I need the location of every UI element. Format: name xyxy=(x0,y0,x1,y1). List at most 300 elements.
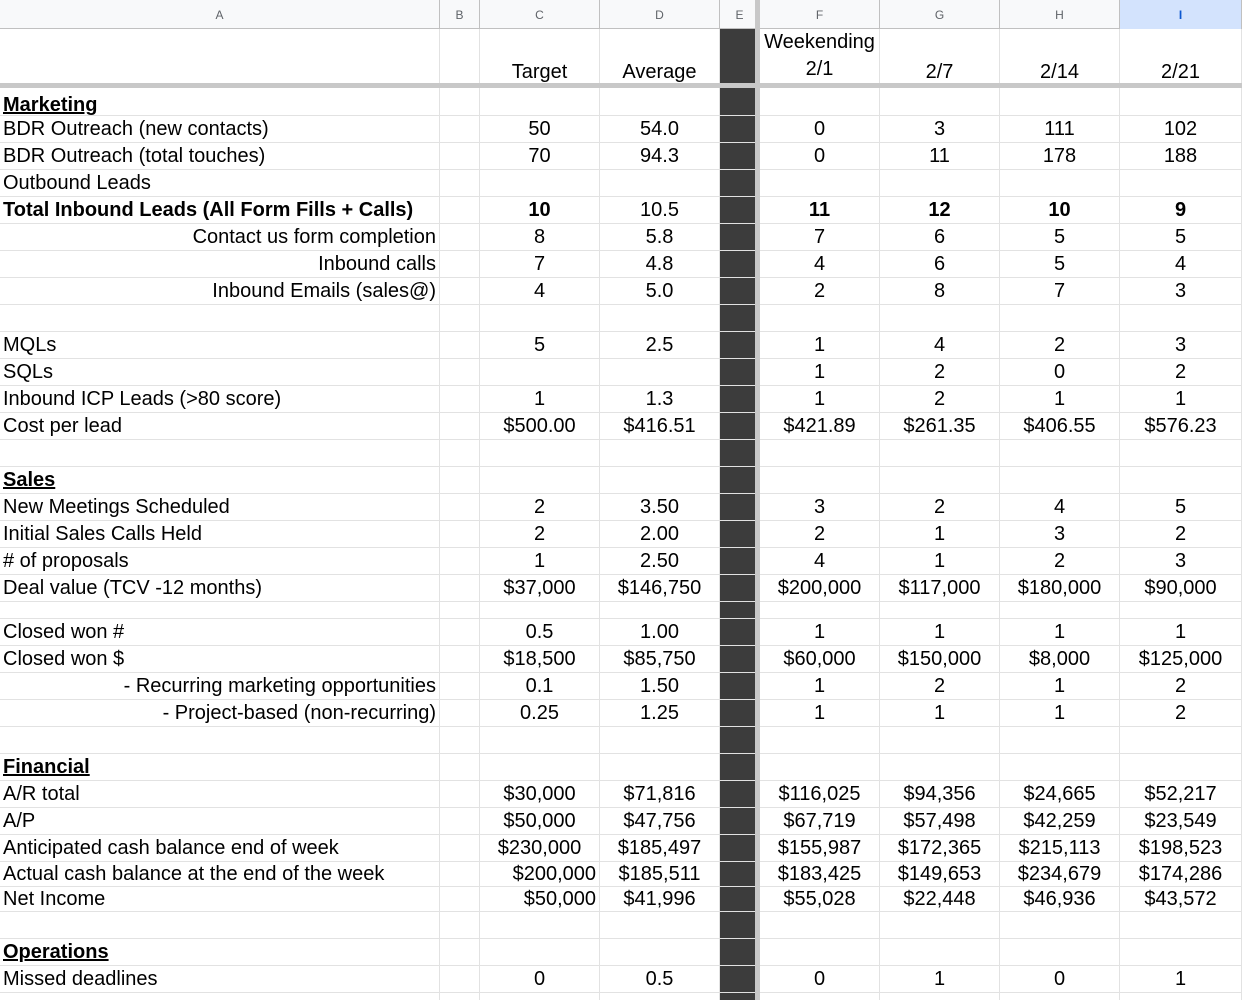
column-header-i[interactable]: I xyxy=(1120,0,1242,29)
row-label[interactable] xyxy=(0,602,440,618)
cell-b[interactable] xyxy=(440,88,480,115)
value-cell[interactable]: 3 xyxy=(1120,332,1242,358)
value-cell[interactable] xyxy=(1000,727,1120,753)
value-cell[interactable] xyxy=(600,602,720,618)
section-heading[interactable]: Marketing xyxy=(0,88,440,115)
value-cell[interactable] xyxy=(880,170,1000,196)
value-cell[interactable]: $421.89 xyxy=(760,413,880,439)
value-cell[interactable]: 8 xyxy=(880,278,1000,304)
value-cell[interactable] xyxy=(480,359,600,385)
value-cell[interactable]: 5 xyxy=(1000,224,1120,250)
value-cell[interactable]: 1 xyxy=(880,700,1000,726)
value-cell[interactable]: 7 xyxy=(480,251,600,277)
value-cell[interactable]: 6 xyxy=(880,224,1000,250)
row-label[interactable]: # of proposals xyxy=(0,548,440,574)
value-cell[interactable] xyxy=(1120,88,1242,115)
section-heading[interactable]: Operations xyxy=(0,939,440,965)
value-cell[interactable] xyxy=(1000,912,1120,938)
value-cell[interactable]: 2.5 xyxy=(600,332,720,358)
value-cell[interactable]: $67,719 xyxy=(760,808,880,834)
value-cell[interactable] xyxy=(1120,170,1242,196)
table-row[interactable] xyxy=(0,224,1242,251)
value-cell[interactable]: 7 xyxy=(1000,278,1120,304)
average-header[interactable]: Average xyxy=(600,29,720,84)
value-cell[interactable]: 1 xyxy=(760,619,880,645)
row-label[interactable]: New Meetings Scheduled xyxy=(0,494,440,520)
table-row[interactable] xyxy=(0,88,1242,116)
cell-b-header[interactable] xyxy=(440,29,480,84)
value-cell[interactable]: 5.8 xyxy=(600,224,720,250)
row-label[interactable]: Initial Sales Calls Held xyxy=(0,521,440,547)
value-cell[interactable] xyxy=(480,440,600,466)
column-header-c[interactable]: C xyxy=(480,0,600,29)
value-cell[interactable]: $416.51 xyxy=(600,413,720,439)
cell-b[interactable] xyxy=(440,887,480,911)
value-cell[interactable] xyxy=(1000,305,1120,331)
row-label[interactable]: Inbound Emails (sales@) xyxy=(0,278,440,304)
table-row[interactable] xyxy=(0,575,1242,602)
cell-b[interactable] xyxy=(440,619,480,645)
row-label[interactable] xyxy=(0,305,440,331)
cell-b[interactable] xyxy=(440,332,480,358)
value-cell[interactable]: 1 xyxy=(880,619,1000,645)
cell-b[interactable] xyxy=(440,170,480,196)
value-cell[interactable]: 2.50 xyxy=(600,548,720,574)
value-cell[interactable]: $155,987 xyxy=(760,835,880,861)
table-row[interactable] xyxy=(0,646,1242,673)
column-header-b[interactable]: B xyxy=(440,0,480,29)
value-cell[interactable] xyxy=(480,754,600,780)
value-cell[interactable]: $117,000 xyxy=(880,575,1000,601)
value-cell[interactable] xyxy=(1000,88,1120,115)
value-cell[interactable]: 12 xyxy=(880,197,1000,223)
value-cell[interactable]: 0 xyxy=(760,116,880,142)
table-row[interactable] xyxy=(0,251,1242,278)
value-cell[interactable]: 10.5 xyxy=(600,197,720,223)
value-cell[interactable] xyxy=(480,602,600,618)
value-cell[interactable] xyxy=(760,939,880,965)
value-cell[interactable] xyxy=(760,170,880,196)
value-cell[interactable] xyxy=(600,467,720,493)
cell-b[interactable] xyxy=(440,673,480,699)
value-cell[interactable] xyxy=(760,305,880,331)
value-cell[interactable]: 3.50 xyxy=(600,494,720,520)
cell-b[interactable] xyxy=(440,413,480,439)
column-header-f[interactable]: F xyxy=(760,0,880,29)
table-row[interactable] xyxy=(0,521,1242,548)
value-cell[interactable]: 1 xyxy=(880,966,1000,992)
table-row[interactable] xyxy=(0,619,1242,646)
value-cell[interactable] xyxy=(600,170,720,196)
row-label[interactable] xyxy=(0,912,440,938)
value-cell[interactable]: 3 xyxy=(760,494,880,520)
value-cell[interactable]: 0.5 xyxy=(480,619,600,645)
value-cell[interactable] xyxy=(1120,912,1242,938)
value-cell[interactable]: 1 xyxy=(1120,619,1242,645)
value-cell[interactable]: $23,549 xyxy=(1120,808,1242,834)
value-cell[interactable]: 2 xyxy=(1000,548,1120,574)
value-cell[interactable] xyxy=(760,88,880,115)
value-cell[interactable]: $57,498 xyxy=(880,808,1000,834)
value-cell[interactable]: $150,000 xyxy=(880,646,1000,672)
cell-b[interactable] xyxy=(440,116,480,142)
value-cell[interactable] xyxy=(1000,467,1120,493)
value-cell[interactable]: 4 xyxy=(480,278,600,304)
week-date-i[interactable]: 2/21 xyxy=(1120,29,1242,84)
value-cell[interactable]: 2 xyxy=(1120,359,1242,385)
table-row[interactable] xyxy=(0,440,1242,467)
value-cell[interactable]: 11 xyxy=(760,197,880,223)
table-row[interactable] xyxy=(0,170,1242,197)
row-label[interactable]: Cost per lead xyxy=(0,413,440,439)
value-cell[interactable]: 5.0 xyxy=(600,278,720,304)
row-label[interactable]: A/R total xyxy=(0,781,440,807)
value-cell[interactable]: 94.3 xyxy=(600,143,720,169)
value-cell[interactable] xyxy=(880,754,1000,780)
value-cell[interactable]: $50,000 xyxy=(480,808,600,834)
value-cell[interactable] xyxy=(1000,440,1120,466)
cell-b[interactable] xyxy=(440,494,480,520)
table-row[interactable] xyxy=(0,494,1242,521)
value-cell[interactable]: 7 xyxy=(760,224,880,250)
value-cell[interactable]: $198,523 xyxy=(1120,835,1242,861)
row-label[interactable]: Closed won # xyxy=(0,619,440,645)
value-cell[interactable]: 0 xyxy=(760,143,880,169)
value-cell[interactable] xyxy=(760,727,880,753)
value-cell[interactable] xyxy=(1120,467,1242,493)
value-cell[interactable]: 1.25 xyxy=(600,700,720,726)
table-row[interactable] xyxy=(0,862,1242,887)
cell-b[interactable] xyxy=(440,575,480,601)
row-label[interactable]: Deal value (TCV -12 months) xyxy=(0,575,440,601)
value-cell[interactable] xyxy=(600,993,720,1000)
value-cell[interactable]: $41,996 xyxy=(600,887,720,911)
value-cell[interactable] xyxy=(600,939,720,965)
table-row[interactable] xyxy=(0,332,1242,359)
cell-b[interactable] xyxy=(440,939,480,965)
frozen-rows-divider[interactable] xyxy=(0,83,1242,88)
value-cell[interactable]: 0 xyxy=(1000,359,1120,385)
row-label[interactable]: Anticipated cash balance end of week xyxy=(0,835,440,861)
value-cell[interactable]: $24,665 xyxy=(1000,781,1120,807)
value-cell[interactable]: 1.50 xyxy=(600,673,720,699)
value-cell[interactable]: $180,000 xyxy=(1000,575,1120,601)
value-cell[interactable]: 9 xyxy=(1120,197,1242,223)
value-cell[interactable] xyxy=(480,305,600,331)
value-cell[interactable]: 1 xyxy=(760,673,880,699)
row-label[interactable]: - Recurring marketing opportunities xyxy=(0,673,440,699)
cell-b[interactable] xyxy=(440,966,480,992)
value-cell[interactable]: $47,756 xyxy=(600,808,720,834)
value-cell[interactable]: 54.0 xyxy=(600,116,720,142)
table-row[interactable] xyxy=(0,966,1242,993)
row-label[interactable]: BDR Outreach (total touches) xyxy=(0,143,440,169)
value-cell[interactable]: 10 xyxy=(1000,197,1120,223)
value-cell[interactable] xyxy=(1120,305,1242,331)
value-cell[interactable]: 1 xyxy=(1000,619,1120,645)
value-cell[interactable]: 11 xyxy=(880,143,1000,169)
table-row[interactable] xyxy=(0,808,1242,835)
value-cell[interactable]: 4 xyxy=(1120,251,1242,277)
cell-b[interactable] xyxy=(440,548,480,574)
value-cell[interactable] xyxy=(480,939,600,965)
value-cell[interactable]: 1 xyxy=(760,332,880,358)
row-label[interactable]: Actual cash balance at the end of the week xyxy=(0,862,440,886)
value-cell[interactable] xyxy=(880,993,1000,1000)
value-cell[interactable]: $22,448 xyxy=(880,887,1000,911)
value-cell[interactable] xyxy=(1000,754,1120,780)
value-cell[interactable]: $185,497 xyxy=(600,835,720,861)
row-label[interactable]: - Project-based (non-recurring) xyxy=(0,700,440,726)
value-cell[interactable] xyxy=(1000,993,1120,1000)
value-cell[interactable]: $125,000 xyxy=(1120,646,1242,672)
cell-b[interactable] xyxy=(440,143,480,169)
value-cell[interactable]: 2 xyxy=(480,521,600,547)
row-label[interactable]: A/P xyxy=(0,808,440,834)
value-cell[interactable] xyxy=(880,440,1000,466)
row-label[interactable]: Missed deadlines xyxy=(0,966,440,992)
week-date-h[interactable]: 2/14 xyxy=(1000,29,1120,84)
value-cell[interactable]: $146,750 xyxy=(600,575,720,601)
table-row[interactable] xyxy=(0,781,1242,808)
value-cell[interactable]: 1 xyxy=(1000,700,1120,726)
value-cell[interactable] xyxy=(880,727,1000,753)
cell-b[interactable] xyxy=(440,224,480,250)
value-cell[interactable] xyxy=(880,939,1000,965)
cell-b[interactable] xyxy=(440,197,480,223)
value-cell[interactable]: 2 xyxy=(760,278,880,304)
value-cell[interactable]: $406.55 xyxy=(1000,413,1120,439)
row-label[interactable]: BDR Outreach (new contacts) xyxy=(0,116,440,142)
value-cell[interactable]: 3 xyxy=(1000,521,1120,547)
cell-b[interactable] xyxy=(440,521,480,547)
cell-b[interactable] xyxy=(440,754,480,780)
column-header-h[interactable]: H xyxy=(1000,0,1120,29)
value-cell[interactable] xyxy=(880,305,1000,331)
value-cell[interactable]: 4 xyxy=(760,251,880,277)
value-cell[interactable]: $94,356 xyxy=(880,781,1000,807)
value-cell[interactable]: 4 xyxy=(880,332,1000,358)
value-cell[interactable]: 4 xyxy=(1000,494,1120,520)
table-row[interactable] xyxy=(0,278,1242,305)
value-cell[interactable] xyxy=(600,440,720,466)
value-cell[interactable]: 2 xyxy=(880,494,1000,520)
table-row[interactable] xyxy=(0,754,1242,781)
value-cell[interactable] xyxy=(600,727,720,753)
value-cell[interactable]: 1.3 xyxy=(600,386,720,412)
cell-b[interactable] xyxy=(440,862,480,886)
row-label[interactable]: Contact us form completion xyxy=(0,224,440,250)
table-row[interactable] xyxy=(0,197,1242,224)
cell-b[interactable] xyxy=(440,646,480,672)
value-cell[interactable]: $200,000 xyxy=(760,575,880,601)
cell-b[interactable] xyxy=(440,781,480,807)
value-cell[interactable]: $71,816 xyxy=(600,781,720,807)
value-cell[interactable]: 1 xyxy=(880,548,1000,574)
value-cell[interactable]: 0 xyxy=(480,966,600,992)
column-header-g[interactable]: G xyxy=(880,0,1000,29)
value-cell[interactable] xyxy=(1120,754,1242,780)
value-cell[interactable]: 1 xyxy=(760,359,880,385)
value-cell[interactable] xyxy=(1120,727,1242,753)
row-label[interactable]: Inbound calls xyxy=(0,251,440,277)
value-cell[interactable]: 0.1 xyxy=(480,673,600,699)
cell-b[interactable] xyxy=(440,305,480,331)
value-cell[interactable]: 2 xyxy=(880,386,1000,412)
value-cell[interactable]: 4.8 xyxy=(600,251,720,277)
value-cell[interactable] xyxy=(760,440,880,466)
value-cell[interactable] xyxy=(1120,939,1242,965)
weekending-header[interactable] xyxy=(760,29,880,84)
value-cell[interactable] xyxy=(760,993,880,1000)
value-cell[interactable]: $42,259 xyxy=(1000,808,1120,834)
value-cell[interactable]: $18,500 xyxy=(480,646,600,672)
value-cell[interactable]: $50,000 xyxy=(480,887,600,911)
value-cell[interactable]: 3 xyxy=(1120,278,1242,304)
table-row[interactable] xyxy=(0,116,1242,143)
table-row[interactable] xyxy=(0,912,1242,939)
value-cell[interactable]: $55,028 xyxy=(760,887,880,911)
value-cell[interactable]: 2 xyxy=(1120,700,1242,726)
value-cell[interactable]: 1.00 xyxy=(600,619,720,645)
row-label[interactable]: Closed won $ xyxy=(0,646,440,672)
table-row[interactable] xyxy=(0,386,1242,413)
cell-b[interactable] xyxy=(440,727,480,753)
value-cell[interactable] xyxy=(480,170,600,196)
value-cell[interactable]: 1 xyxy=(480,548,600,574)
value-cell[interactable]: 5 xyxy=(480,332,600,358)
value-cell[interactable]: 2 xyxy=(1000,332,1120,358)
cell-b[interactable] xyxy=(440,467,480,493)
value-cell[interactable]: 3 xyxy=(1120,548,1242,574)
value-cell[interactable] xyxy=(1000,170,1120,196)
value-cell[interactable]: $116,025 xyxy=(760,781,880,807)
table-row[interactable] xyxy=(0,143,1242,170)
value-cell[interactable] xyxy=(760,602,880,618)
value-cell[interactable] xyxy=(480,88,600,115)
value-cell[interactable]: $90,000 xyxy=(1120,575,1242,601)
value-cell[interactable]: 1 xyxy=(1000,386,1120,412)
value-cell[interactable] xyxy=(1120,440,1242,466)
column-header-e[interactable]: E xyxy=(720,0,760,29)
table-row[interactable] xyxy=(0,700,1242,727)
table-row[interactable] xyxy=(0,548,1242,575)
row-label[interactable]: Outbound Leads xyxy=(0,170,440,196)
value-cell[interactable] xyxy=(1000,602,1120,618)
value-cell[interactable]: $43,572 xyxy=(1120,887,1242,911)
value-cell[interactable] xyxy=(600,88,720,115)
row-label[interactable]: SQLs xyxy=(0,359,440,385)
value-cell[interactable]: 1 xyxy=(480,386,600,412)
table-row[interactable] xyxy=(0,359,1242,386)
value-cell[interactable]: 6 xyxy=(880,251,1000,277)
value-cell[interactable]: 0.25 xyxy=(480,700,600,726)
value-cell[interactable] xyxy=(600,912,720,938)
value-cell[interactable]: $230,000 xyxy=(480,835,600,861)
value-cell[interactable]: $215,113 xyxy=(1000,835,1120,861)
value-cell[interactable]: 0.5 xyxy=(600,966,720,992)
value-cell[interactable]: 2.00 xyxy=(600,521,720,547)
row-label[interactable] xyxy=(0,440,440,466)
table-row[interactable] xyxy=(0,673,1242,700)
cell-b[interactable] xyxy=(440,440,480,466)
row-label[interactable]: Inbound ICP Leads (>80 score) xyxy=(0,386,440,412)
target-header[interactable]: Target xyxy=(480,29,600,84)
value-cell[interactable]: 102 xyxy=(1120,116,1242,142)
cell-b[interactable] xyxy=(440,835,480,861)
value-cell[interactable]: $185,511 xyxy=(600,862,720,886)
value-cell[interactable]: $8,000 xyxy=(1000,646,1120,672)
table-row[interactable] xyxy=(0,835,1242,862)
value-cell[interactable]: 188 xyxy=(1120,143,1242,169)
value-cell[interactable] xyxy=(600,359,720,385)
value-cell[interactable]: $85,750 xyxy=(600,646,720,672)
table-row[interactable] xyxy=(0,467,1242,494)
value-cell[interactable]: $46,936 xyxy=(1000,887,1120,911)
value-cell[interactable]: $576.23 xyxy=(1120,413,1242,439)
value-cell[interactable] xyxy=(480,467,600,493)
value-cell[interactable]: 1 xyxy=(880,521,1000,547)
cell-b[interactable] xyxy=(440,602,480,618)
value-cell[interactable]: $174,286 xyxy=(1120,862,1242,886)
value-cell[interactable]: 50 xyxy=(480,116,600,142)
week-date-g[interactable]: 2/7 xyxy=(880,29,1000,84)
table-row[interactable] xyxy=(0,993,1242,1000)
value-cell[interactable]: 2 xyxy=(1120,673,1242,699)
value-cell[interactable]: 1 xyxy=(760,700,880,726)
table-row[interactable] xyxy=(0,602,1242,619)
value-cell[interactable] xyxy=(880,467,1000,493)
value-cell[interactable]: 2 xyxy=(880,359,1000,385)
value-cell[interactable] xyxy=(880,912,1000,938)
cell-a-header[interactable] xyxy=(0,29,440,84)
value-cell[interactable]: 111 xyxy=(1000,116,1120,142)
value-cell[interactable]: 2 xyxy=(480,494,600,520)
frozen-columns-divider[interactable] xyxy=(755,0,760,1000)
value-cell[interactable]: 2 xyxy=(880,673,1000,699)
column-header-a[interactable]: A xyxy=(0,0,440,29)
value-cell[interactable]: 4 xyxy=(760,548,880,574)
section-heading[interactable]: Sales xyxy=(0,467,440,493)
table-row[interactable] xyxy=(0,413,1242,440)
table-row[interactable] xyxy=(0,305,1242,332)
cell-b[interactable] xyxy=(440,700,480,726)
value-cell[interactable] xyxy=(480,727,600,753)
value-cell[interactable]: 1 xyxy=(760,386,880,412)
value-cell[interactable]: 70 xyxy=(480,143,600,169)
value-cell[interactable]: 178 xyxy=(1000,143,1120,169)
value-cell[interactable]: 0 xyxy=(760,966,880,992)
value-cell[interactable] xyxy=(760,467,880,493)
value-cell[interactable]: $183,425 xyxy=(760,862,880,886)
value-cell[interactable]: 10 xyxy=(480,197,600,223)
row-label[interactable] xyxy=(0,993,440,1000)
value-cell[interactable]: $149,653 xyxy=(880,862,1000,886)
cell-b[interactable] xyxy=(440,278,480,304)
section-heading[interactable]: Financial xyxy=(0,754,440,780)
value-cell[interactable] xyxy=(1120,993,1242,1000)
value-cell[interactable]: 2 xyxy=(760,521,880,547)
row-label[interactable] xyxy=(0,727,440,753)
cell-b[interactable] xyxy=(440,386,480,412)
cell-b[interactable] xyxy=(440,359,480,385)
value-cell[interactable] xyxy=(1000,939,1120,965)
header-row[interactable] xyxy=(0,29,1242,85)
value-cell[interactable] xyxy=(880,88,1000,115)
cell-b[interactable] xyxy=(440,912,480,938)
value-cell[interactable]: $60,000 xyxy=(760,646,880,672)
value-cell[interactable] xyxy=(480,993,600,1000)
